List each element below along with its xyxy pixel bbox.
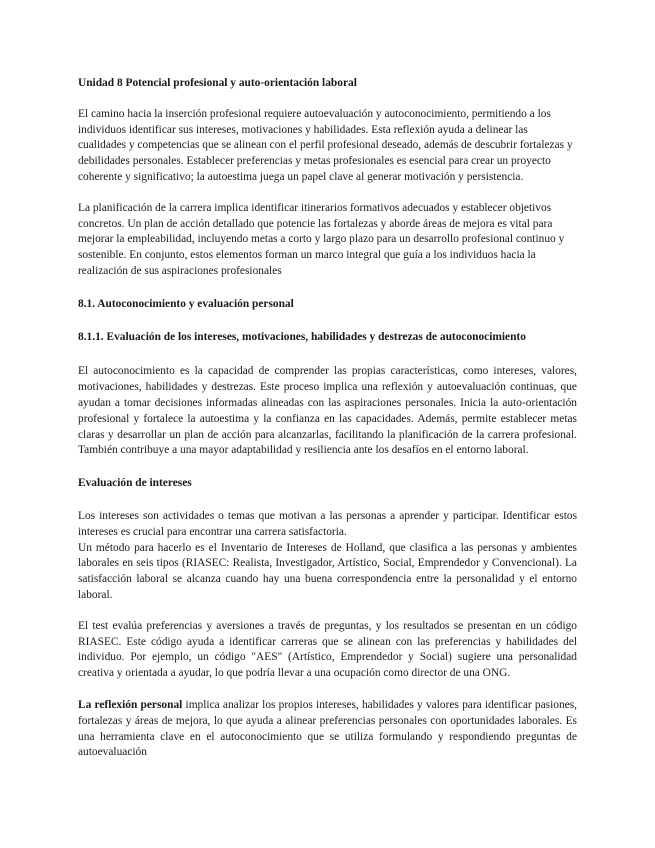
interests-paragraph-1: Los intereses son actividades o temas que motivan a las personas a aprender y participar. Identificar estos intereses es crucial para encontrar una carrera satisfactoria. <box>78 509 577 538</box>
test-paragraph: El test evalúa preferencias y aversiones a través de preguntas, y los resultados se presentan en un código RIASEC. Este código ayuda a identificar carreras que se alinean con las preferencias y habilidades del individuo. Por ejemplo, un código "AES" (Artístico, Emprendedor y Social) sugiere una personalidad creativa y orientada a ayudar, lo que podría llevar a una ocupación como director de una ONG. <box>78 619 577 680</box>
reflection-bold-term: La reflexión personal <box>78 698 183 711</box>
interests-paragraph-2: Un método para hacerlo es el Inventario de Intereses de Holland, que clasifica a las personas y ambientes laborales en seis tipos (RIASEC: Realista, Investigador, Artístico, Social, Emprendedor y Convencional). La satisfacción laboral se alcanza cuando hay una buena correspondencia entre la personalidad y el entorno laboral. <box>78 541 577 601</box>
subsection-heading: 8.1.1. Evaluación de los intereses, motivaciones, habilidades y destrezas de autoconocimiento <box>78 330 526 343</box>
section-heading: 8.1. Autoconocimiento y evaluación personal <box>78 297 294 310</box>
unit-heading: Unidad 8 Potencial profesional y auto-orientación laboral <box>78 77 357 89</box>
interests-heading: Evaluación de intereses <box>78 477 192 490</box>
reflection-paragraph <box>78 698 577 761</box>
autoconocimiento-paragraph: El autoconocimiento es la capacidad de comprender las propias características, como intereses, valores, motivaciones, habilidades y destrezas. Este proceso implica una reflexión y autoevaluación continuas, que ayudan a tomar decisiones informadas alineadas con las aspiraciones personales. Inicia la auto-orientación profesional y fortalece la autoestima y la confianza en las capacidades. Además, permite establecer metas claras y desarrollar un plan de acción para alcanzarlas, facilitando la planificación de la carrera profesional. También contribuye a una mayor adaptabilidad y resiliencia ante los desafíos en el entorno laboral. <box>78 365 577 457</box>
reflection-text: implica analizar los propios intereses, habilidades y valores para identificar pasiones, fortalezas y áreas de mejora, lo que ayuda a alinear preferencias personales con oportunidades laborales. Es una herramienta clave en el autoconocimiento que se utiliza formulando y respondiendo preguntas de autoevaluación <box>78 698 577 759</box>
intro-paragraph-1: El camino hacia la inserción profesional requiere autoevaluación y autoconocimiento, permitiendo a los individuos identificar sus intereses, motivaciones y habilidades. Esta reflexión ayuda a delinear las cualidades y competencias que se alinean con el perfil profesional deseado, además de descubrir fortalezas y debilidades personales. Establecer preferencias y metas profesionales es esencial para crear un proyecto coherente y significativo; la autoestima juega un papel clave al generar motivación y persistencia. <box>78 107 573 183</box>
intro-paragraph-2: La planificación de la carrera implica identificar itinerarios formativos adecuados y establecer objetivos concretos. Un plan de acción detallado que potencie las fortalezas y aborde áreas de mejora es vital para mejorar la empleabilidad, incluyendo metas a corto y largo plazo para un desarrollo profesional continuo y sostenible. En conjunto, estos elementos forman un marco integral que guía a los individuos hacia la realización de sus aspiraciones profesionales <box>78 201 565 277</box>
